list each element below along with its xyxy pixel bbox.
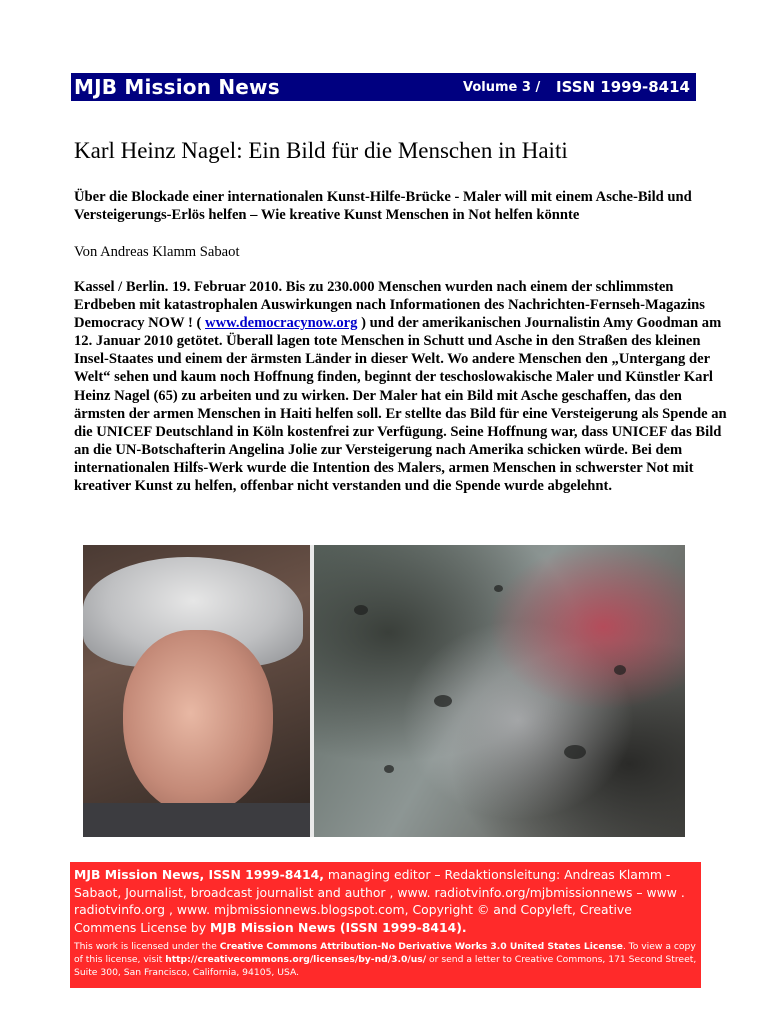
body-text-part-2: ) und der amerikanischen Journalistin Amy Goodman am 12. Januar 2010 getötet. Überall lagen tote Menschen in Schutt und Asche in den Straßen des kleinen Insel-Staates und einem der ärmsten Länder in dieser Welt. Wo andere Menschen den „Untergang der Welt“ sehen und kaum noch Hoffnung finden, beginnt der teschoslowakische Maler und Künstler Karl Heinz Nagel (65) zu arbeiten und zu wirken. Der Maler hat ein Bild mit Asche geschaffen, das den ärmsten der armen Menschen in Haiti helfen soll. Er stellte das Bild für eine Versteigerung als Spende an die UNICEF Deutschland in Köln kostenfrei zur Verfügung. Seine Hoffnung war, dass UNICEF das Bild an die UN-Botschafterin Angelina Jolie zur Versteigerung nach Amerika schicken würde. Bei dem internationalen Hilfs-Werk wurde die Intention des Malers, armen Menschen in schwerster Not mit kreativer Kunst zu helfen, offenbar nicht verstanden und die Spende wurde abgelehnt. [74, 315, 727, 495]
license-url[interactable]: http://creativecommons.org/licenses/by-nd/3.0/us/ [165, 954, 427, 965]
license-mid: . To view a copy of this license, visit [74, 941, 696, 965]
article-byline: Von Andreas Klamm Sabaot [74, 244, 240, 260]
article-lead: Über die Blockade einer internationalen Kunst-Hilfe-Brücke - Maler will mit einem Asche-Bild und Versteigerungs-Erlös helfen – Wie kreative Kunst Menschen in Not helfen könnte [74, 189, 692, 223]
license-end: or send a letter to Creative Commons, 171 Second Street, Suite 300, San Francisco, California, 94105, USA. [74, 954, 697, 978]
footer-credits [74, 866, 697, 936]
footer-brand: MJB Mission News [74, 867, 200, 882]
portrait-shirt [83, 803, 310, 837]
body-text-part-1: Kassel / Berlin. 19. Februar 2010. Bis zu 230.000 Menschen wurden nach einem der schlimmsten Erdbeben mit katastrophalen Auswirkungen nach Informationen des Nachrichten-Fernseh-Magazins Democracy NOW ! ( [74, 279, 705, 332]
article-body [74, 278, 734, 495]
footer-license-text [74, 940, 697, 979]
ash-speck [434, 695, 452, 707]
article-photos [83, 545, 685, 837]
footer-editor-text: managing editor – Redaktionsleitung: Andreas Klamm - Sabaot, Journalist, broadcast journalist and author , www. radiotvinfo.org/mjbmissionnews – www . radiotvinfo.org , www. mjbmissionnews.blogspot.com, Copyright © and Copyleft, Creative Commens License by [74, 867, 685, 935]
license-name: Creative Commons Attribution-No Derivative Works 3.0 United States License [219, 941, 623, 952]
license-intro: This work is licensed under the [74, 941, 220, 952]
ash-speck [384, 765, 394, 773]
ash-painting-photo [314, 545, 685, 837]
ash-speck [494, 585, 503, 592]
ash-speck [564, 745, 586, 759]
ash-speck [614, 665, 626, 675]
ash-speck [354, 605, 368, 615]
masthead-bar [71, 73, 696, 101]
artist-portrait-photo [83, 545, 310, 837]
footer-issn: , ISSN 1999-8414, [199, 867, 324, 882]
volume-label: Volume 3 / [463, 80, 541, 95]
publication-title: MJB Mission News [74, 75, 280, 99]
democracynow-link[interactable]: www.democracynow.org [205, 315, 358, 332]
article-headline: Karl Heinz Nagel: Ein Bild für die Menschen in Haiti [74, 138, 568, 163]
footer-license-box [70, 862, 701, 988]
issn-label: ISSN 1999-8414 [555, 78, 690, 96]
portrait-face [123, 630, 273, 815]
footer-brand-issn: MJB Mission News (ISSN 1999-8414). [210, 919, 467, 935]
